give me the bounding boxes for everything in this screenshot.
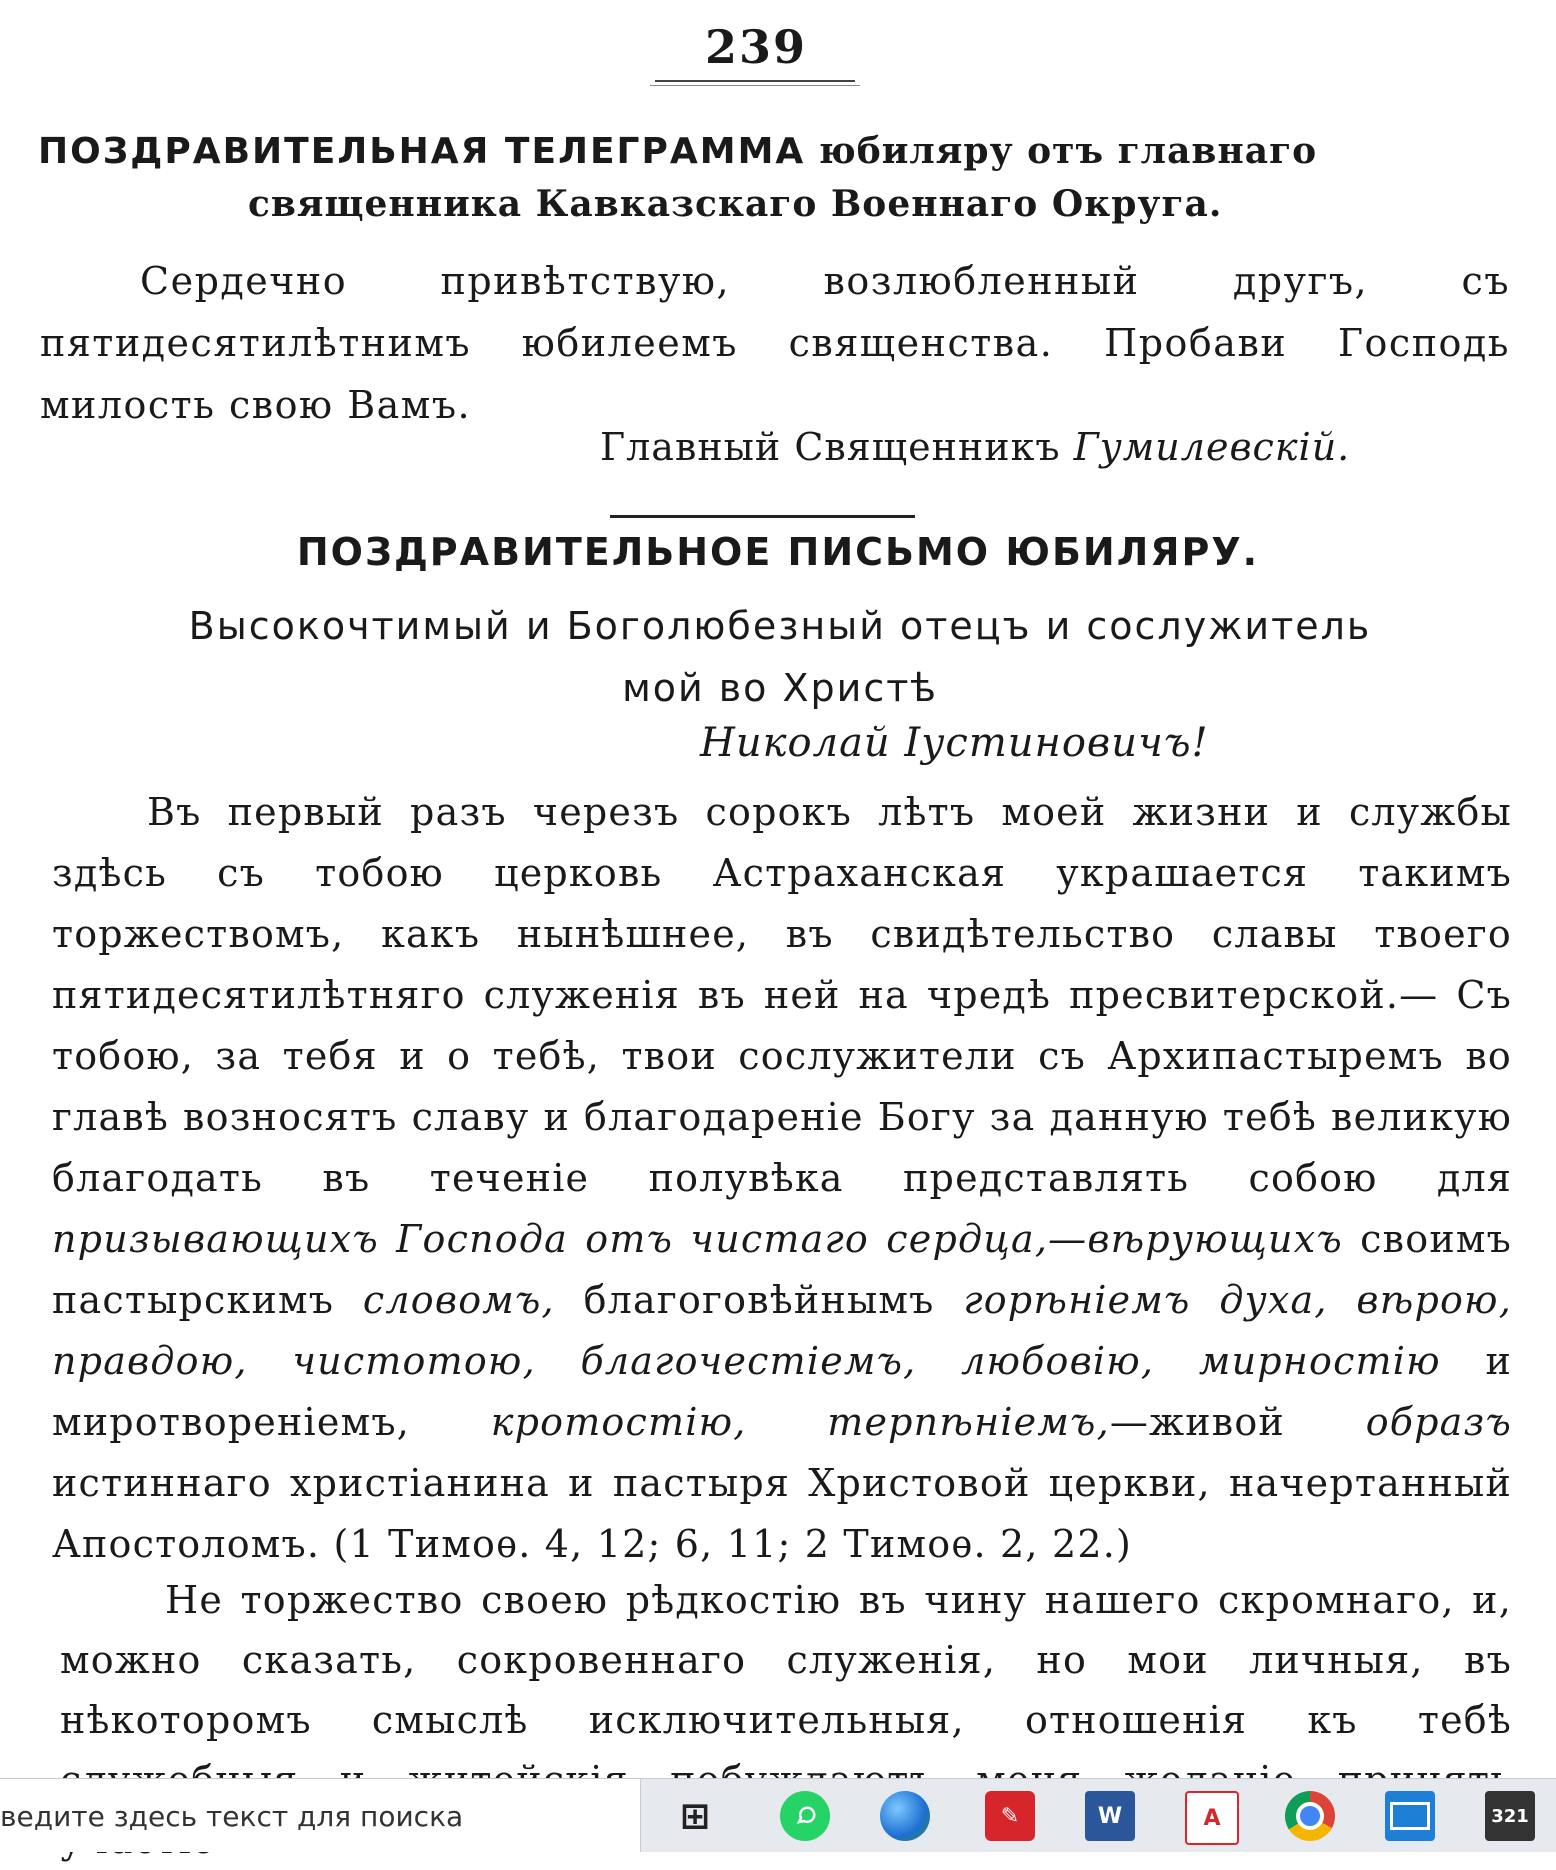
letter-paragraph-1 <box>52 782 1512 1575</box>
para1-italic-1: призывающихъ Господа отъ чистаго сердца,—вѣрующихъ <box>52 1217 1343 1261</box>
chrome-center-icon <box>1296 1802 1324 1830</box>
media-player-icon[interactable]: 321 <box>1485 1791 1535 1841</box>
para1-text-6: истиннаго христіанина и пастыря Христовой церкви, начертанный Апостоломъ. (1 Тимоѳ. 4, 12; 6, 11; 2 Тимоѳ. 2, 22.) <box>52 1461 1512 1566</box>
page-number: 239 <box>704 20 808 74</box>
page-number-rule-secondary <box>650 85 860 86</box>
whatsapp-glyph-icon <box>790 1801 820 1831</box>
acrobat-icon[interactable]: A <box>1185 1791 1239 1845</box>
telegram-heading-rest: юбиляру отъ главнаго <box>805 130 1318 172</box>
para1-italic-5: образъ <box>1365 1400 1512 1444</box>
letter-addressee: Николай Іустиновичъ! <box>700 720 1209 766</box>
para1-italic-3: горѣніемъ духа, вѣрою, правдою, чистотою, благочестіемъ, любовію, мирностію <box>52 1278 1512 1383</box>
letter-salutation <box>60 595 1500 719</box>
telegram-text: Сердечно привѣтствую, возлюбленный другъ, съ пятидесятилѣтнимъ юбилеемъ священства. Пробави Господь милость свою Вамъ. <box>40 259 1510 427</box>
para1-italic-4: кротостію, терпѣніемъ, <box>490 1400 1110 1444</box>
signature-name: Гумилевскій. <box>1073 425 1351 469</box>
salutation-line1: Высокочтимый и Боголюбезный отецъ и сослужитель <box>188 604 1372 648</box>
para1-text-2: своимъ пастырскимъ <box>52 1217 1512 1322</box>
pdf-editor-icon[interactable]: ✎ <box>985 1791 1035 1841</box>
telegram-heading <box>38 125 1498 230</box>
word-icon[interactable]: W <box>1085 1791 1135 1841</box>
page-number-rule <box>655 80 855 82</box>
salutation-line2: мой во Христѣ <box>622 666 938 710</box>
envelope-icon <box>1390 1802 1430 1830</box>
para1-text-5: —живой <box>1109 1400 1366 1444</box>
telegram-heading-line2: священника Кавказскаго Военнаго Округа. <box>248 183 1223 225</box>
section-divider <box>610 515 915 518</box>
signature-title: Главный Священникъ <box>600 425 1074 469</box>
para1-italic-2: словомъ, <box>362 1278 555 1322</box>
telegram-heading-caps: ПОЗДРАВИТЕЛЬНАЯ ТЕЛЕГРАММА <box>38 131 806 172</box>
whatsapp-icon[interactable] <box>780 1791 830 1841</box>
chrome-icon[interactable] <box>1285 1791 1335 1841</box>
taskbar <box>0 1778 1556 1852</box>
para1-text-3: благоговѣйнымъ <box>554 1278 964 1322</box>
mail-icon[interactable] <box>1385 1791 1435 1841</box>
globe-icon[interactable] <box>880 1791 930 1841</box>
search-input[interactable] <box>0 1791 622 1841</box>
taskbar-search[interactable] <box>0 1779 641 1852</box>
task-view-icon[interactable]: ⊞ <box>679 1795 711 1837</box>
para1-text-1: Въ первый разъ черезъ сорокъ лѣтъ моей жизни и службы здѣсь съ тобою церковь Астраханская украшается такимъ торжествомъ, какъ нынѣшнее, въ свидѣтельство славы твоего пятидесятилѣтняго служенія въ ней на чредѣ пресвитерской.— Съ тобою, за тебя и о тебѣ, твои сослужители съ Архипастыремъ во главѣ возносятъ славу и благодареніе Богу за данную тебѣ великую благодать въ теченіе полувѣка представлять собою для <box>52 790 1512 1200</box>
telegram-signature <box>600 425 1500 469</box>
letter-heading: ПОЗДРАВИТЕЛЬНОЕ ПИСЬМО ЮБИЛЯРУ. <box>296 530 1260 574</box>
letter-paragraph-2: Не торжество своею рѣдкостію въ чину нашего скромнаго, и, можно сказать, сокровеннаго служенія, но мои личныя, въ нѣкоторомъ смыслѣ исключительныя, отношенія къ тебѣ <box>60 1578 1512 1742</box>
para1-text-4: и миротвореніемъ, <box>52 1339 1512 1444</box>
